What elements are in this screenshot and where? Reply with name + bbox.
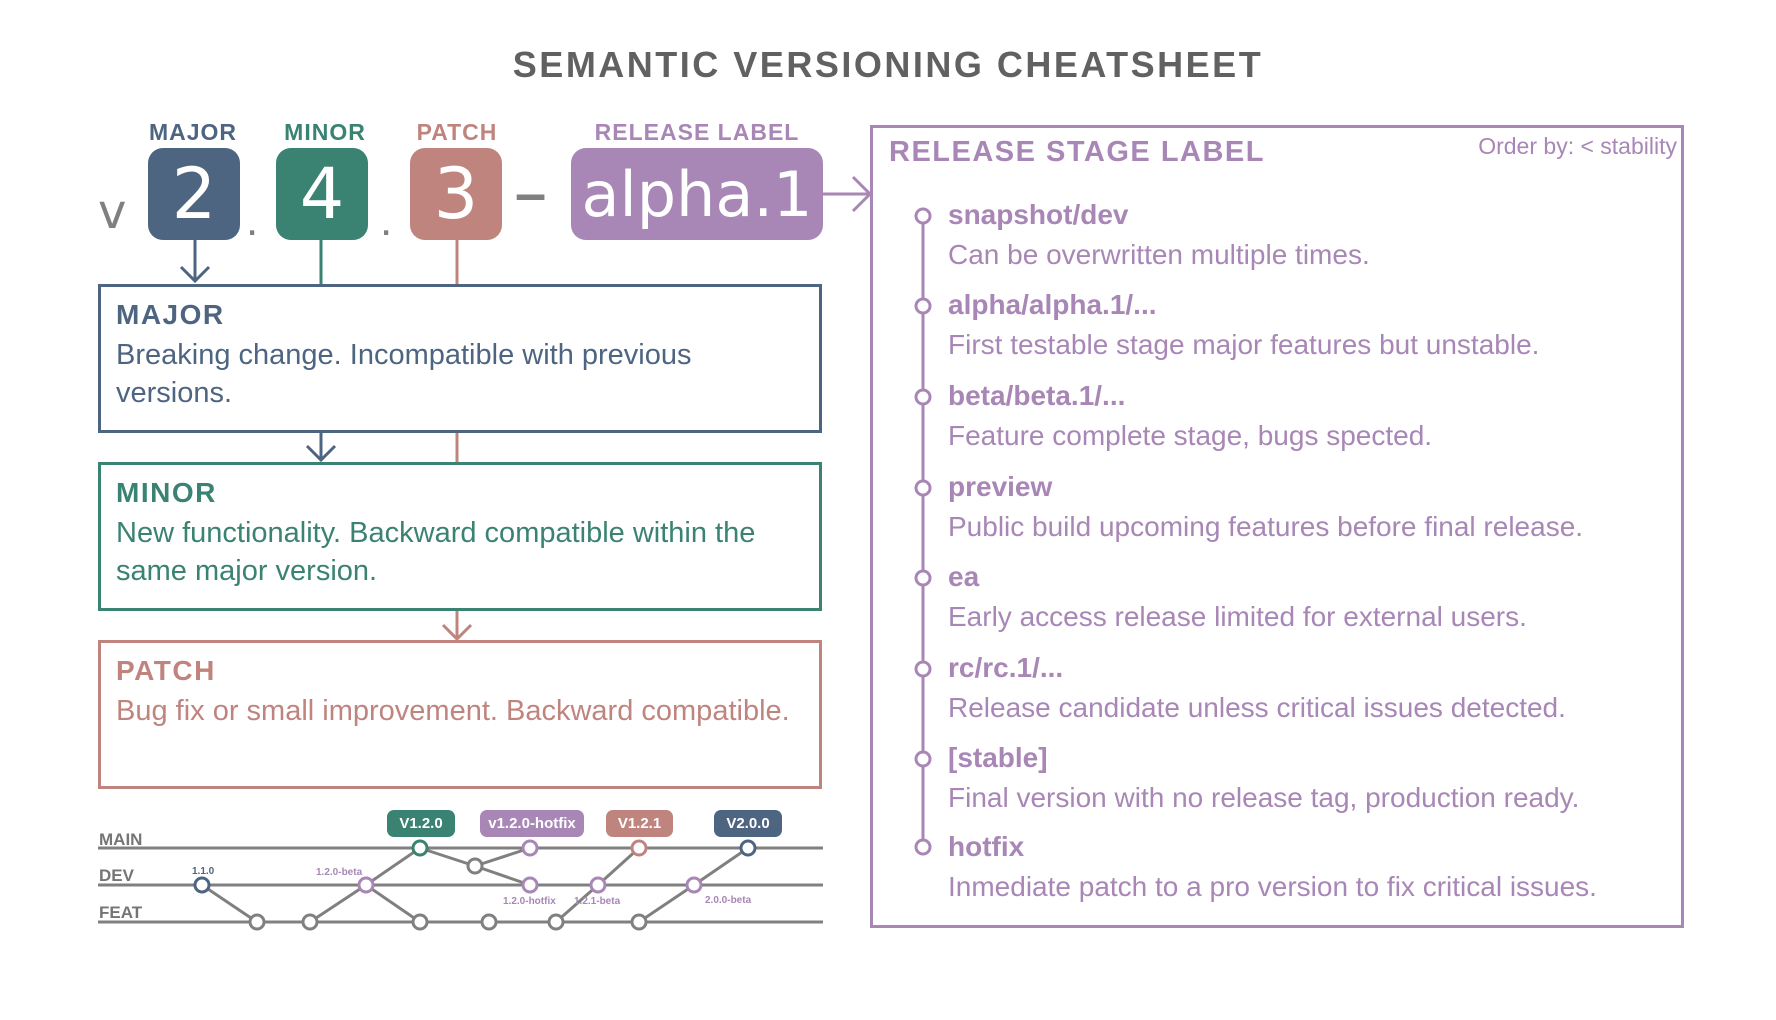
stage-name: rc/rc.1/... bbox=[948, 652, 1064, 683]
lane-label-dev: DEV bbox=[99, 866, 134, 885]
release-label: RELEASE LABEL bbox=[594, 119, 800, 145]
patch-label: PATCH bbox=[416, 119, 498, 145]
lane-label-main: MAIN bbox=[99, 830, 143, 849]
node-label: 2.0.0-beta bbox=[705, 895, 752, 906]
major-label: MAJOR bbox=[148, 119, 238, 145]
node-label: 1.2.1-beta bbox=[574, 896, 621, 907]
version-dash: – bbox=[515, 161, 547, 224]
tag-chip: V2.0.0 bbox=[714, 810, 782, 837]
stage-name: preview bbox=[948, 471, 1053, 502]
tag-chip: V1.2.0 bbox=[387, 810, 455, 837]
minor-description-text: New functionality. Backward compatible within the same major version. bbox=[116, 517, 756, 587]
minor-description-title: MINOR bbox=[116, 477, 217, 508]
minor-chip: 4 bbox=[276, 148, 368, 240]
stage-item bbox=[948, 830, 1597, 904]
tag-chip: v1.2.0-hotfix bbox=[480, 810, 584, 837]
release-stage-title: RELEASE STAGE LABEL bbox=[889, 136, 1265, 168]
stage-item bbox=[948, 198, 1370, 272]
stage-item bbox=[948, 651, 1566, 725]
stage-item bbox=[948, 470, 1583, 544]
stage-description: Feature complete stage, bugs spected. bbox=[948, 420, 1433, 451]
stage-description: Release candidate unless critical issues detected. bbox=[948, 692, 1566, 723]
stage-item bbox=[948, 288, 1539, 362]
lane-label-feat: FEAT bbox=[99, 903, 143, 922]
stage-description: Inmediate patch to a pro version to fix critical issues. bbox=[948, 871, 1597, 902]
stage-name: ea bbox=[948, 561, 980, 592]
node-label: 1.2.0-hotfix bbox=[503, 896, 556, 907]
stage-description: Final version with no release tag, production ready. bbox=[948, 782, 1580, 813]
version-prefix: v bbox=[98, 184, 127, 240]
stage-item bbox=[948, 379, 1432, 453]
stage-name: hotfix bbox=[948, 831, 1025, 862]
major-description-text: Breaking change. Incompatible with previous versions. bbox=[116, 339, 692, 409]
stage-description: Can be overwritten multiple times. bbox=[948, 239, 1370, 270]
major-chip: 2 bbox=[148, 148, 240, 240]
order-note: Order by: < stability bbox=[1478, 133, 1677, 159]
stage-name: snapshot/dev bbox=[948, 199, 1129, 230]
patch-description-title: PATCH bbox=[116, 655, 216, 686]
stage-description: First testable stage major features but unstable. bbox=[948, 329, 1540, 360]
stage-name: beta/beta.1/... bbox=[948, 380, 1126, 411]
stage-name: alpha/alpha.1/... bbox=[948, 289, 1157, 320]
stage-item bbox=[948, 560, 1527, 634]
node-label: 1.2.0-beta bbox=[316, 867, 363, 878]
stage-description: Early access release limited for external users. bbox=[948, 601, 1527, 632]
page-title: SEMANTIC VERSIONING CHEATSHEET bbox=[512, 44, 1264, 85]
separator-dot: . bbox=[246, 196, 259, 245]
stage-description: Public build upcoming features before final release. bbox=[948, 511, 1584, 542]
stage-item bbox=[948, 741, 1579, 815]
major-description-title: MAJOR bbox=[116, 299, 225, 330]
stage-name: [stable] bbox=[948, 742, 1048, 773]
patch-chip: 3 bbox=[410, 148, 502, 240]
minor-label: MINOR bbox=[284, 119, 366, 145]
release-chip: alpha.1 bbox=[571, 148, 823, 240]
node-label: 1.1.0 bbox=[192, 866, 215, 877]
patch-description-text: Bug fix or small improvement. Backward compatible. bbox=[116, 695, 790, 727]
separator-dot: . bbox=[380, 196, 393, 245]
tag-chip: V1.2.1 bbox=[606, 810, 673, 837]
